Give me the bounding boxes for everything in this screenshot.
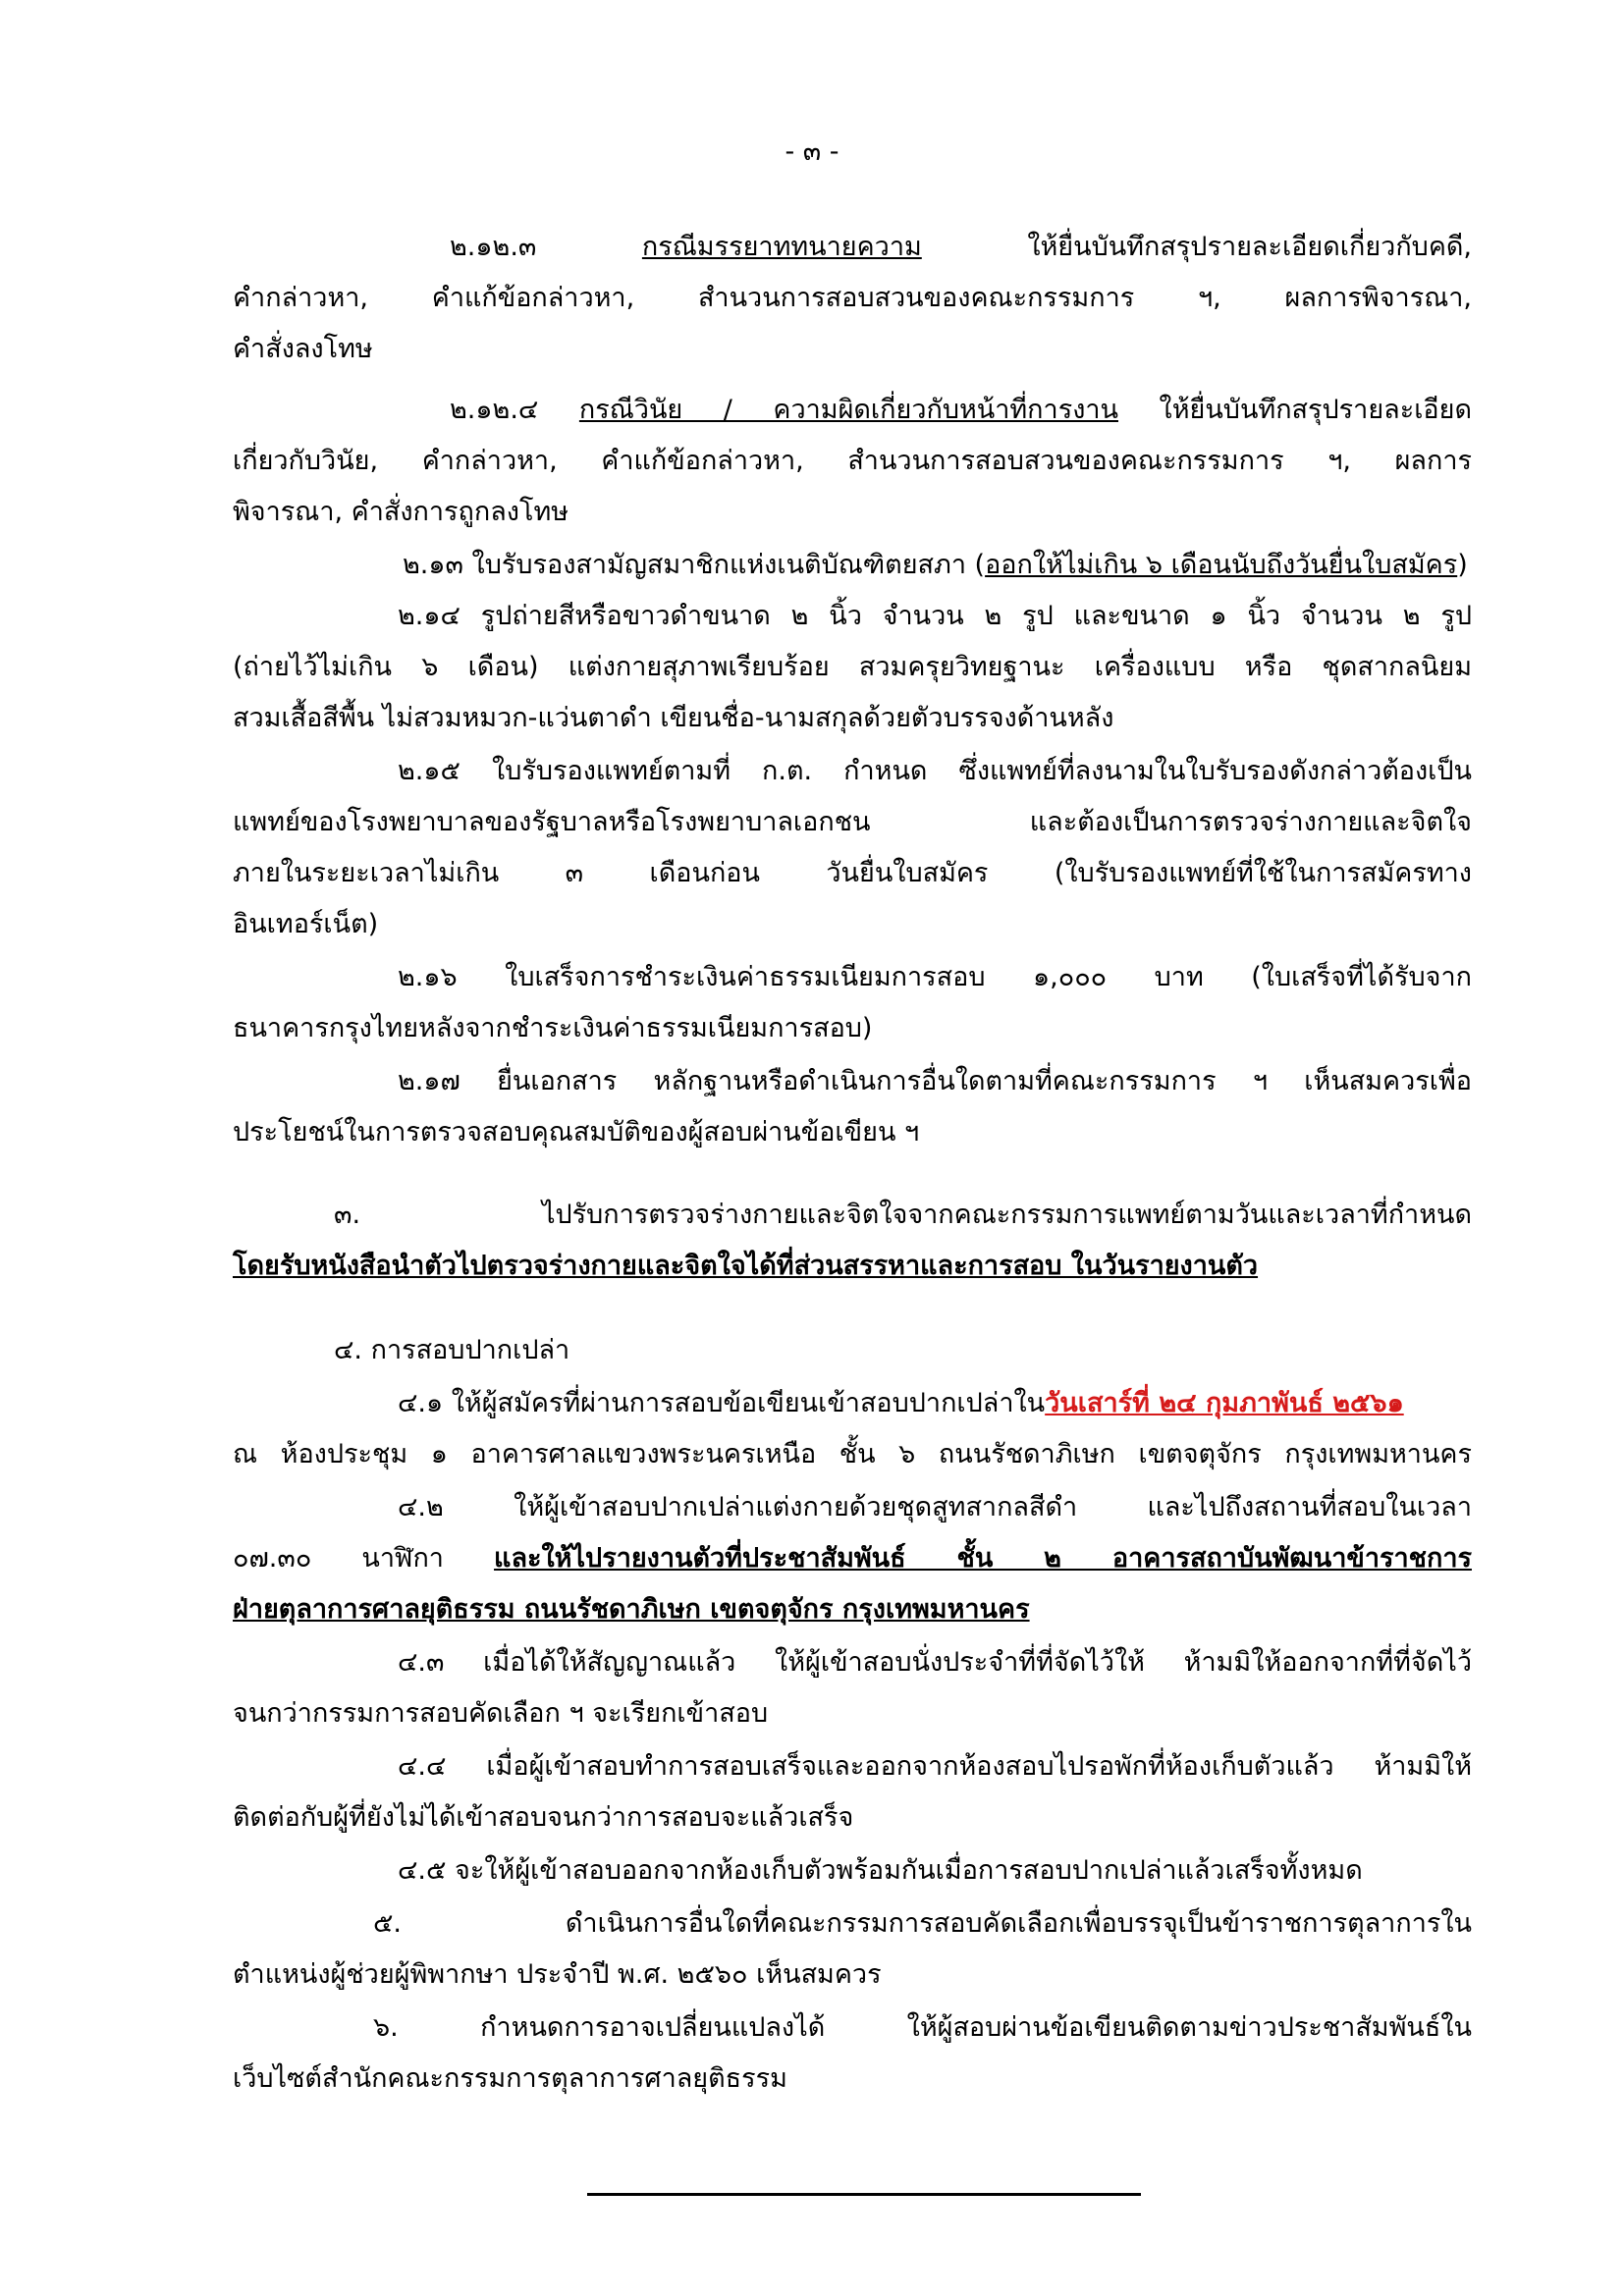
item-2-13-validity: ออกให้ไม่เกิน ๖ เดือนนับถึงวันยื่นใบสมัคร (985, 550, 1458, 580)
item-2-17-line1: ๒.๑๗ ยื่นเอกสาร หลักฐานหรือดำเนินการอื่นใดตามที่คณะกรรมการ ฯ เห็นสมควรเพื่อ (398, 1066, 1472, 1096)
item-4-2-line2 (233, 1537, 1472, 1580)
item-2-14-line1: ๒.๑๔ รูปถ่ายสีหรือขาวดำขนาด ๒ นิ้ว จำนวน ๒ รูป และขนาด ๑ นิ้ว จำนวน ๒ รูป (398, 601, 1472, 631)
item-2-12-3-line3: คำสั่งลงโทษ (233, 334, 373, 364)
item-2-12-4-text: ให้ยื่นบันทึกสรุปรายละเอียด (1159, 395, 1472, 425)
item-4-4-line2: ติดต่อกับผู้ที่ยังไม่ได้เข้าสอบจนกว่าการสอบจะแล้วเสร็จ (233, 1802, 854, 1833)
item-4-2-report-location: และให้ไปรายงานตัวที่ประชาสัมพันธ์ ชั้น ๒ อาคารสถาบันพัฒนาข้าราชการ (494, 1543, 1472, 1574)
item-2-12-3-line2: คำกล่าวหา, คำแก้ข้อกล่าวหา, สำนวนการสอบสวนของคณะกรรมการ ฯ, ผลการพิจารณา, (233, 283, 1472, 313)
item-4-1-text: ๔.๑ ให้ผู้สมัครที่ผ่านการสอบข้อเขียนเข้าสอบปากเปล่าใน (398, 1388, 1046, 1418)
item-2-12-4-line3: พิจารณา, คำสั่งการถูกลงโทษ (233, 497, 569, 527)
item-4-4-line1: ๔.๔ เมื่อผู้เข้าสอบทำการสอบเสร็จและออกจากห้องสอบไปรอพักที่ห้องเก็บตัวแล้ว ห้ามมิให้ (398, 1751, 1472, 1782)
item-2-14-line2: (ถ่ายไว้ไม่เกิน ๖ เดือน) แต่งกายสุภาพเรียบร้อย สวมครุยวิทยฐานะ เครื่องแบบ หรือ ชุดสากลนิยม (233, 652, 1472, 682)
item-2-15-line3: ภายในระยะเวลาไม่เกิน ๓ เดือนก่อน วันยื่นใบสมัคร (ใบรับรองแพทย์ที่ใช้ในการสมัครทาง (233, 858, 1472, 888)
end-rule (587, 2193, 1141, 2196)
item-4-1-line1 (398, 1382, 1404, 1425)
item-2-12-4-title: กรณีวินัย / ความผิดเกี่ยวกับหน้าที่การงาน (578, 395, 1118, 425)
item-2-12-3-title: กรณีมรรยาททนายความ (641, 232, 922, 262)
section-5-line2: ตำแหน่งผู้ช่วยผู้พิพากษา ประจำปี พ.ศ. ๒๕๖๐ เห็นสมควร (233, 1959, 882, 1990)
section-3-line2: โดยรับหนังสือนำตัวไปตรวจร่างกายและจิตใจได้ที่ส่วนสรรหาและการสอบ ในวันรายงานตัว (233, 1251, 1259, 1281)
item-4-3-line2: จนกว่ากรรมการสอบคัดเลือก ฯ จะเรียกเข้าสอบ (233, 1698, 769, 1729)
item-4-5: ๔.๕ จะให้ผู้เข้าสอบออกจากห้องเก็บตัวพร้อมกันเมื่อการสอบปากเปล่าแล้วเสร็จทั้งหมด (398, 1855, 1363, 1886)
section-4-heading: ๔. การสอบปากเปล่า (334, 1335, 570, 1365)
item-4-1-line2: ณ ห้องประชุม ๑ อาคารศาลแขวงพระนครเหนือ ชั้น ๖ ถนนรัชดาภิเษก เขตจตุจักร กรุงเทพมหานคร (233, 1439, 1472, 1469)
item-2-17-line2: ประโยชน์ในการตรวจสอบคุณสมบัติของผู้สอบผ่านข้อเขียน ฯ (233, 1117, 920, 1148)
section-6-line1: ๖. กำหนดการอาจเปลี่ยนแปลงได้ ให้ผู้สอบผ่านข้อเขียนติดตามข่าวประชาสัมพันธ์ใน (373, 2012, 1472, 2043)
item-2-15-line4: อินเทอร์เน็ต) (233, 909, 379, 939)
item-2-16-line1: ๒.๑๖ ใบเสร็จการชำระเงินค่าธรรมเนียมการสอบ ๑,๐๐๐ บาท (ใบเสร็จที่ได้รับจาก (398, 962, 1472, 992)
item-2-15-line1: ๒.๑๕ ใบรับรองแพทย์ตามที่ ก.ต. กำหนด ซึ่งแพทย์ที่ลงนามในใบรับรองดังกล่าวต้องเป็น (398, 756, 1472, 786)
item-4-2-line1: ๔.๒ ให้ผู้เข้าสอบปากเปล่าแต่งกายด้วยชุดสูทสากลสีดำ และไปถึงสถานที่สอบในเวลา (398, 1492, 1472, 1522)
item-2-15-line2: แพทย์ของโรงพยาบาลของรัฐบาลหรือโรงพยาบาลเอกชน และต้องเป็นการตรวจร่างกายและจิตใจ (233, 807, 1472, 837)
item-2-13 (403, 544, 1468, 587)
item-2-12-3-text: ให้ยื่นบันทึกสรุปรายละเอียดเกี่ยวกับคดี, (1027, 232, 1472, 262)
section-3-line1: ๓. ไปรับการตรวจร่างกายและจิตใจจากคณะกรรมการแพทย์ตามวันและเวลาที่กำหนด (334, 1200, 1472, 1230)
item-4-3-line1: ๔.๓ เมื่อได้ให้สัญญาณแล้ว ให้ผู้เข้าสอบนั่งประจำที่ที่จัดไว้ให้ ห้ามมิให้ออกจากที่ที่จัดไว้ (398, 1647, 1472, 1678)
item-2-14-line3: สวมเสื้อสีพื้น ไม่สวมหมวก-แว่นตาดำ เขียนชื่อ-นามสกุลด้วยตัวบรรจงด้านหลัง (233, 703, 1114, 733)
section-5-line1: ๕. ดำเนินการอื่นใดที่คณะกรรมการสอบคัดเลือกเพื่อบรรจุเป็นข้าราชการตุลาการใน (373, 1908, 1472, 1939)
item-4-2-time: ๐๗.๓๐ นาฬิกา (233, 1543, 495, 1574)
item-2-12-3-line1 (450, 226, 1472, 269)
item-2-13-text: ๒.๑๓ ใบรับรองสามัญสมาชิกแห่งเนติบัณฑิตยสภา ( (403, 550, 986, 580)
item-4-2-line3: ฝ่ายตุลาการศาลยุติธรรม ถนนรัชดาภิเษก เขตจตุจักร กรุงเทพมหานคร (233, 1594, 1030, 1625)
item-2-12-4-line1 (450, 389, 1472, 432)
item-2-12-4-line2: เกี่ยวกับวินัย, คำกล่าวหา, คำแก้ข้อกล่าวหา, สำนวนการสอบสวนของคณะกรรมการ ฯ, ผลการ (233, 446, 1472, 476)
page-number: - ๓ - (785, 136, 839, 167)
item-2-12-4-number: ๒.๑๒.๔ (450, 395, 539, 425)
item-4-1-date: วันเสาร์ที่ ๒๔ กุมภาพันธ์ ๒๕๖๑ (1045, 1388, 1404, 1418)
item-2-12-3-number: ๒.๑๒.๓ (450, 232, 537, 262)
item-2-13-close: ) (1457, 550, 1468, 580)
item-2-16-line2: ธนาคารกรุงไทยหลังจากชำระเงินค่าธรรมเนียมการสอบ) (233, 1013, 873, 1043)
section-6-line2: เว็บไซต์สำนักคณะกรรมการตุลาการศาลยุติธรรม (233, 2063, 787, 2094)
